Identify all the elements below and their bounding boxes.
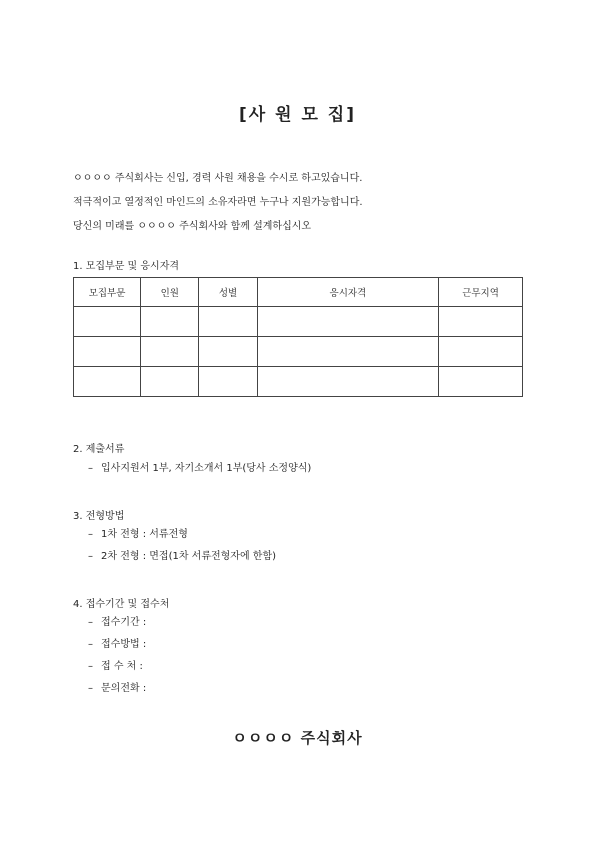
list-item-text: 2차 전형 : 면접(1차 서류전형자에 한함) bbox=[101, 551, 277, 562]
table-cell bbox=[141, 367, 199, 397]
list-item-text: 입사지원서 1부, 자기소개서 1부(당사 소정양식) bbox=[101, 463, 312, 474]
section-heading-documents: 2. 제출서류 bbox=[73, 444, 125, 455]
table-cell bbox=[74, 337, 141, 367]
intro-line: 당신의 미래를 ㅇㅇㅇㅇ 주식회사와 함께 설계하십시오 bbox=[73, 221, 312, 232]
table-row bbox=[74, 307, 523, 337]
table-cell bbox=[257, 307, 438, 337]
column-header-qualifications: 응시자격 bbox=[257, 278, 438, 307]
list-item bbox=[88, 458, 311, 480]
column-header-gender: 성별 bbox=[199, 278, 257, 307]
column-header-headcount: 인원 bbox=[141, 278, 199, 307]
documents-list bbox=[88, 458, 311, 480]
dash-marker: – bbox=[88, 661, 93, 672]
intro-paragraph bbox=[73, 167, 363, 239]
table-cell bbox=[199, 307, 257, 337]
table-cell bbox=[199, 337, 257, 367]
table-cell bbox=[74, 307, 141, 337]
list-item-text: 접 수 처 : bbox=[101, 661, 143, 672]
table-cell bbox=[257, 367, 438, 397]
table-row bbox=[74, 367, 523, 397]
dash-marker: – bbox=[88, 551, 93, 562]
intro-line: 적극적이고 열정적인 마인드의 소유자라면 누구나 지원가능합니다. bbox=[73, 197, 363, 208]
dash-marker: – bbox=[88, 617, 93, 628]
table-cell bbox=[257, 337, 438, 367]
list-item-text: 문의전화 : bbox=[101, 683, 147, 694]
dash-marker: – bbox=[88, 639, 93, 650]
list-item-text: 1차 전형 : 서류전형 bbox=[101, 529, 188, 540]
list-item bbox=[88, 524, 276, 546]
dash-marker: – bbox=[88, 683, 93, 694]
application-list bbox=[88, 612, 146, 700]
list-item bbox=[88, 656, 146, 678]
recruitment-table bbox=[73, 277, 523, 397]
list-item-text: 접수기간 : bbox=[101, 617, 147, 628]
list-item bbox=[88, 634, 146, 656]
table-cell bbox=[199, 367, 257, 397]
company-name: ㅇㅇㅇㅇ 주식회사 bbox=[232, 729, 363, 747]
table-cell bbox=[141, 337, 199, 367]
list-item bbox=[88, 678, 146, 700]
selection-list bbox=[88, 524, 276, 568]
column-header-location: 근무지역 bbox=[439, 278, 523, 307]
table-cell bbox=[439, 367, 523, 397]
section-heading-selection: 3. 전형방법 bbox=[73, 511, 125, 522]
table-cell bbox=[74, 367, 141, 397]
list-item-text: 접수방법 : bbox=[101, 639, 147, 650]
table-row bbox=[74, 337, 523, 367]
section-heading-application: 4. 접수기간 및 접수처 bbox=[73, 599, 170, 610]
section-heading-positions: 1. 모집부문 및 응시자격 bbox=[73, 261, 180, 272]
page-title: [사 원 모 집] bbox=[239, 105, 356, 125]
list-item bbox=[88, 546, 276, 568]
dash-marker: – bbox=[88, 463, 93, 474]
table-cell bbox=[439, 307, 523, 337]
table-cell bbox=[141, 307, 199, 337]
list-item bbox=[88, 612, 146, 634]
intro-line: ㅇㅇㅇㅇ 주식회사는 신입, 경력 사원 채용을 수시로 하고있습니다. bbox=[73, 173, 363, 184]
column-header-department: 모집부문 bbox=[74, 278, 141, 307]
dash-marker: – bbox=[88, 529, 93, 540]
table-header-row bbox=[74, 278, 523, 307]
table-cell bbox=[439, 337, 523, 367]
